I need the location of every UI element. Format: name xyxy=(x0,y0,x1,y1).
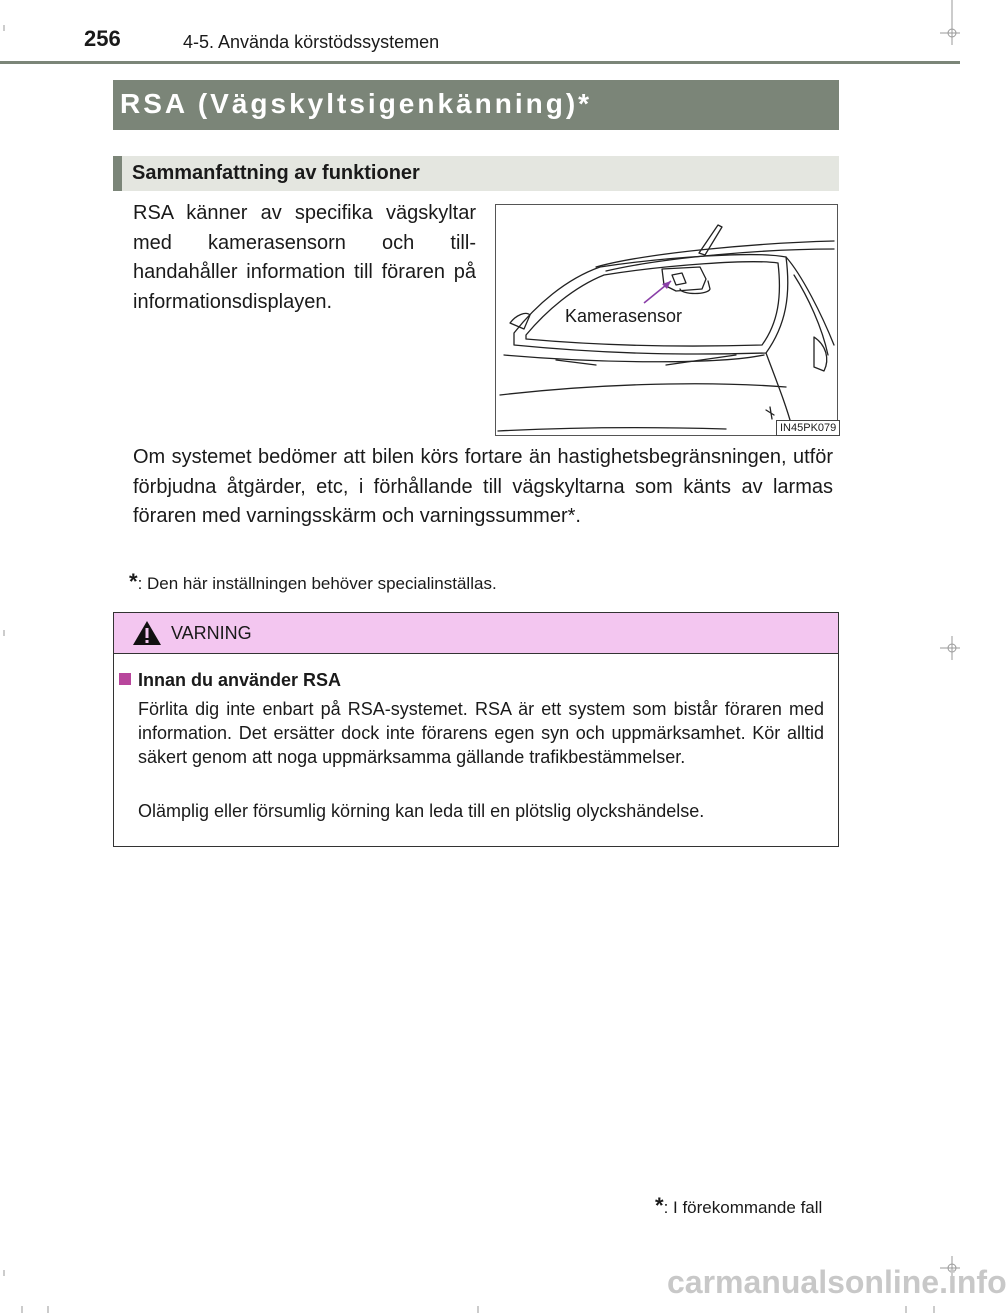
warning-header xyxy=(114,613,838,654)
section-title: 4-5. Använda körstödssystemen xyxy=(183,32,440,52)
subheading: Sammanfattning av funktioner xyxy=(132,162,420,184)
warning-paragraph-2: Olämplig eller försumlig körning kan leda till en plötslig olyckshändelse. xyxy=(138,801,705,821)
chapter-title-bar xyxy=(113,80,839,130)
warning-item-title: Innan du använder RSA xyxy=(138,670,342,690)
footnote-star: * xyxy=(129,569,138,594)
intro-paragraph: RSA känner av specifika vägskyltar med kamerasensorn och tillhandahåller information till föraren på informationsdisplayen. xyxy=(133,202,476,313)
figure-code: IN45PK079 xyxy=(776,420,840,436)
footnote xyxy=(129,569,497,595)
bullet-square-icon xyxy=(119,673,131,685)
figure-label: Kamerasensor xyxy=(565,306,683,326)
subheading-bar xyxy=(113,156,839,191)
page-footnote xyxy=(655,1193,822,1219)
page-footnote-text: : I förekommande fall xyxy=(663,1198,823,1217)
warning-triangle-icon xyxy=(131,619,163,647)
chapter-title: RSA (Vägskyltsigenkänning)* xyxy=(120,88,593,119)
warning-paragraph-1: Förlita dig inte enbart på RSA-systemet. RSA är ett system som bistår föraren med information. Det ersätter dock inte förarens egen syn och uppmärksamhet. Kör alltid säkert genom att noga uppmärksamma gällande trafikbestämmelser. xyxy=(138,699,824,767)
watermark: carmanualsonline.info xyxy=(667,1264,1007,1300)
page-footnote-star: * xyxy=(655,1193,664,1218)
body-paragraph: Om systemet bedömer att bilen körs fortare än hastighetsbegränsningen, utför förbjudna åtgärder, etc, i förhållande till vägskyltarna som känts av larmas föraren med varningsskärm och varningssummer*. xyxy=(133,446,833,527)
warning-title: VARNING xyxy=(171,623,252,643)
footnote-text: : Den här inställningen behöver specialinställas. xyxy=(137,574,497,593)
page-number: 256 xyxy=(84,26,121,51)
header-rule xyxy=(0,61,960,64)
